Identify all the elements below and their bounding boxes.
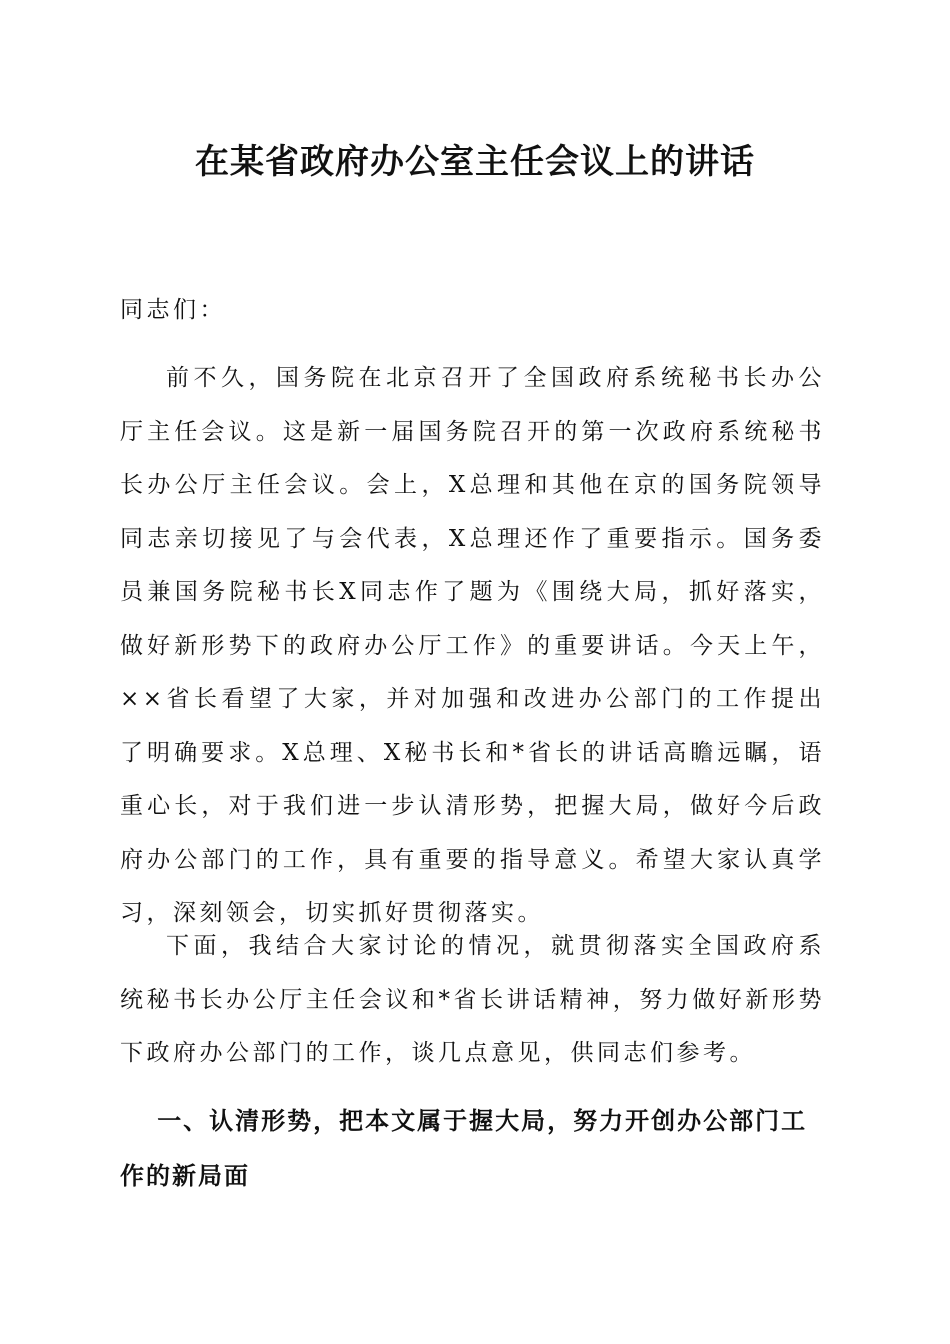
paragraph-1: 前不久，国务院在北京召开了全国政府系统秘书长办公厅主任会议。这是新一届国务院召开的第一次政府系统秘书长办公厅主任会议。会上，X总理和其他在京的国务院领导同志亲切接见了与会代表，X总理还作了重要指示。国务委员兼国务院秘书长X同志作了题为《围绕大局，抓好落实，做好新形势下的政府办公厅工作》的重要讲话。今天上午，××省长看望了大家，并对加强和改进办公部门的工作提出了明确要求。X总理、X秘书长和*省长的讲话高瞻远瞩，语重心长，对于我们进一步认清形势，把握大局，做好今后政府办公部门的工作，具有重要的指导意义。希望大家认真学习，深刻领会，切实抓好贯彻落实。 [120, 365, 825, 926]
section-heading-1: 一、认清形势，把本文属于握大局，努力开创办公部门工作的新局面 [120, 1107, 808, 1190]
document-title: 在某省政府办公室主任会议上的讲话 [195, 142, 755, 182]
paragraph-2: 下面，我结合大家讨论的情况，就贯彻落实全国政府系统秘书长办公厅主任会议和*省长讲话精神，努力做好新形势下政府办公部门的工作，谈几点意见，供同志们参考。 [120, 933, 825, 1066]
salutation: 同志们： [120, 297, 226, 323]
